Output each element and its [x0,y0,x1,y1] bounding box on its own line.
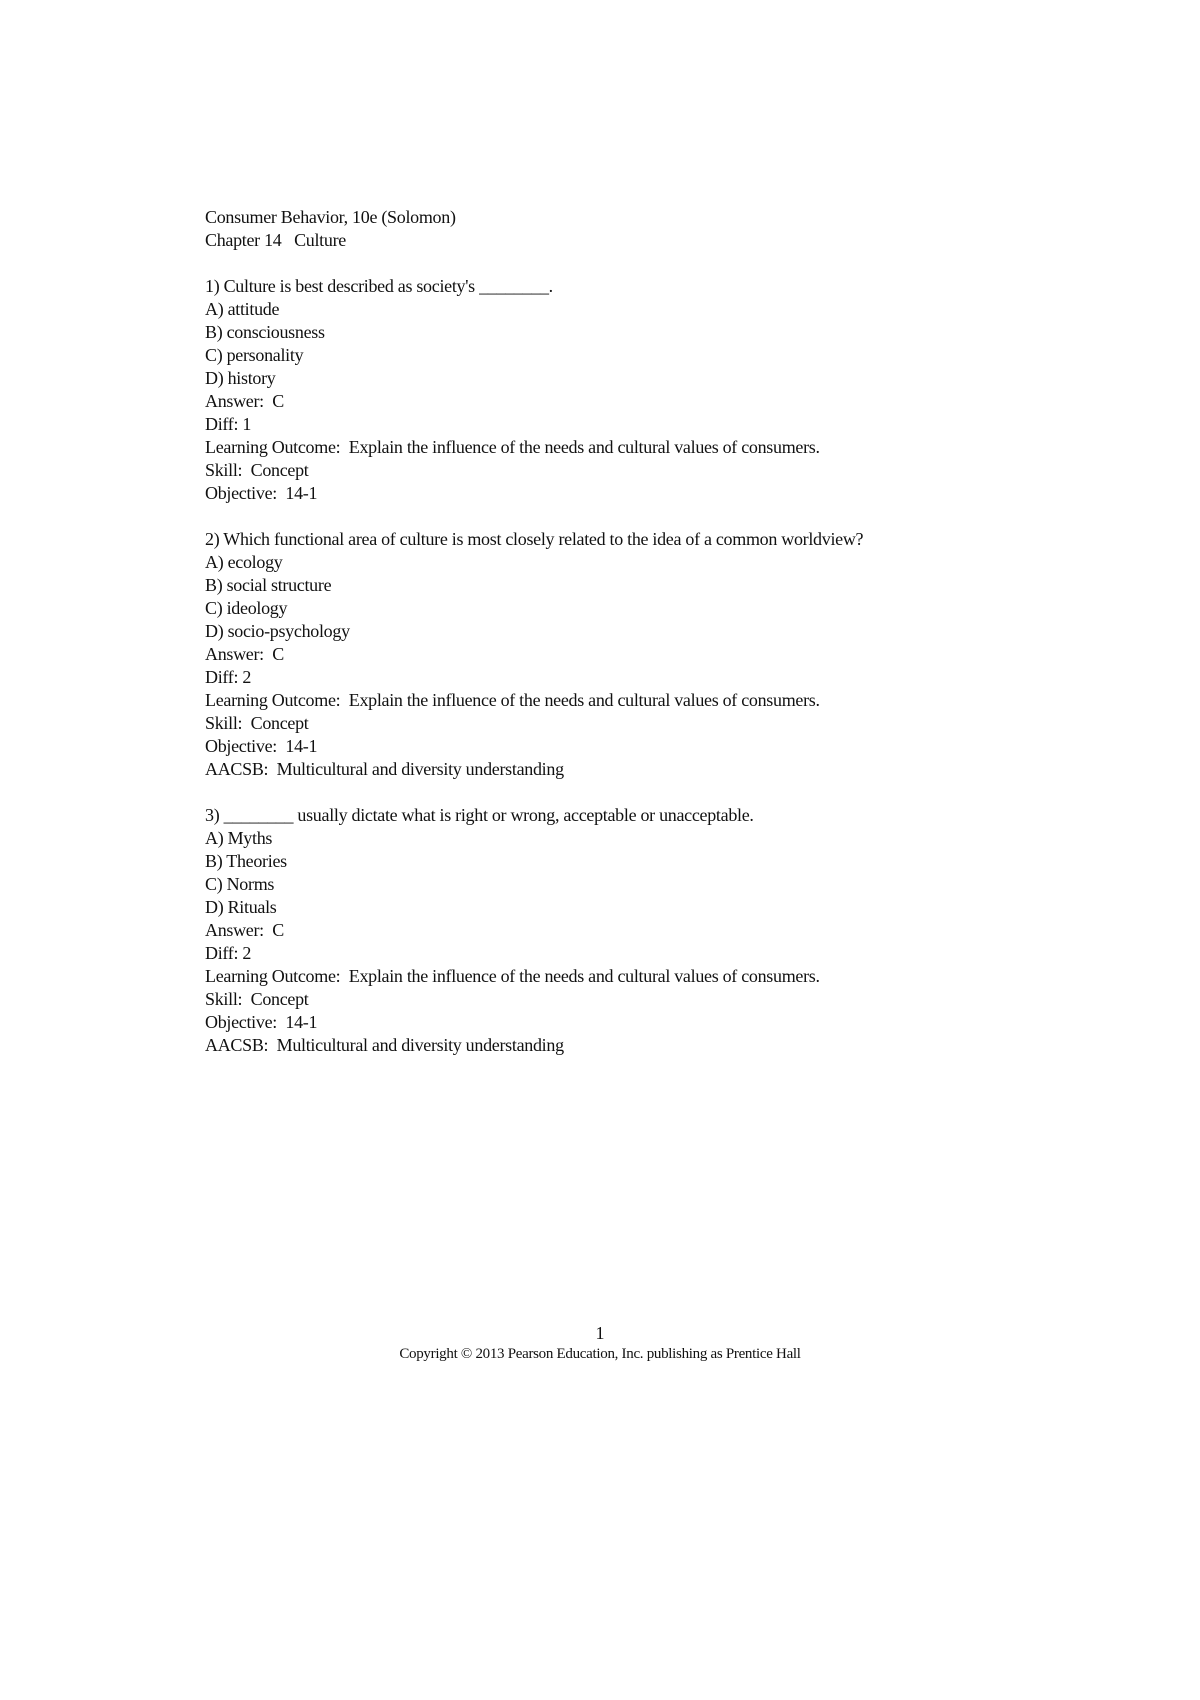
objective-line: Objective: 14-1 [205,483,318,503]
difficulty-line: Diff: 2 [205,667,252,687]
document-title: Consumer Behavior, 10e (Solomon) [205,207,456,227]
option-c: C) personality [205,345,304,365]
option-d: D) Rituals [205,897,277,917]
skill-line: Skill: Concept [205,713,309,733]
difficulty-line: Diff: 1 [205,414,252,434]
skill-line: Skill: Concept [205,989,309,1009]
copyright-notice: Copyright © 2013 Pearson Education, Inc. publishing as Prentice Hall [399,1346,801,1362]
option-c: C) ideology [205,598,288,618]
objective-line: Objective: 14-1 [205,1012,318,1032]
answer-line: Answer: C [205,644,284,664]
aacsb-line: AACSB: Multicultural and diversity understanding [205,759,564,779]
option-a: A) Myths [205,828,273,848]
question-1 [205,275,1025,505]
aacsb-line: AACSB: Multicultural and diversity understanding [205,1035,564,1055]
document-body [205,206,1025,1080]
question-stem: 1) Culture is best described as society's ________. [205,276,553,296]
learning-outcome-line: Learning Outcome: Explain the influence of the needs and cultural values of consumers. [205,690,820,710]
question-stem: 3) ________ usually dictate what is right or wrong, acceptable or unacceptable. [205,805,754,825]
answer-line: Answer: C [205,920,284,940]
learning-outcome-line: Learning Outcome: Explain the influence of the needs and cultural values of consumers. [205,966,820,986]
document-header [205,206,1025,252]
option-d: D) history [205,368,276,388]
page-number: 1 [595,1323,605,1343]
difficulty-line: Diff: 2 [205,943,252,963]
question-2 [205,528,1025,781]
answer-line: Answer: C [205,391,284,411]
skill-line: Skill: Concept [205,460,309,480]
option-b: B) Theories [205,851,287,871]
page-footer [0,1322,1200,1364]
learning-outcome-line: Learning Outcome: Explain the influence of the needs and cultural values of consumers. [205,437,820,457]
option-c: C) Norms [205,874,275,894]
question-3 [205,804,1025,1057]
option-b: B) social structure [205,575,332,595]
option-a: A) attitude [205,299,280,319]
option-d: D) socio-psychology [205,621,350,641]
option-a: A) ecology [205,552,283,572]
objective-line: Objective: 14-1 [205,736,318,756]
question-stem: 2) Which functional area of culture is most closely related to the idea of a common worldview? [205,529,864,549]
chapter-title: Chapter 14 Culture [205,230,346,250]
option-b: B) consciousness [205,322,325,342]
